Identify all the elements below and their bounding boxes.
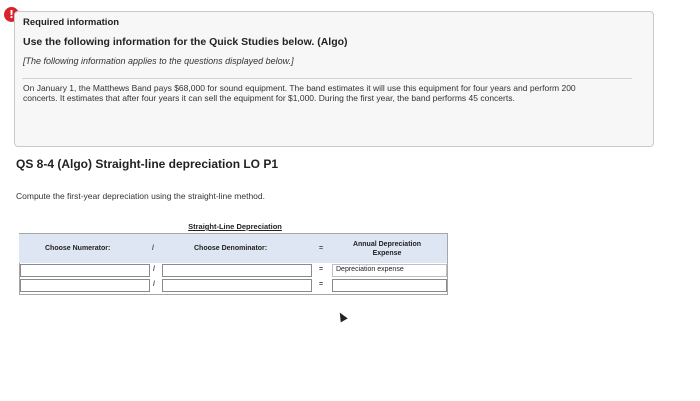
required-information-panel (14, 11, 654, 147)
alert-icon: ! (4, 7, 19, 22)
numerator-header: Choose Numerator: (45, 245, 111, 252)
denominator-input-row2[interactable] (162, 279, 312, 292)
info-heading: Use the following information for the Quick Studies below. (Algo) (23, 36, 348, 48)
equals-operator-header: = (319, 245, 324, 252)
result-label-row1: Depreciation expense (336, 266, 404, 273)
question-instruction: Compute the first-year depreciation using the straight-line method. (16, 191, 265, 201)
depreciation-table-title: Straight-Line Depreciation (188, 222, 282, 231)
info-divider (22, 78, 632, 79)
equals-operator-row1: = (319, 266, 324, 273)
equals-operator-row2: = (319, 281, 324, 288)
result-input-row2[interactable] (332, 279, 447, 292)
scenario-text: On January 1, the Matthews Band pays $68,000 for sound equipment. The band estimates it will use this equipment for four years and perform 200 concerts. It estimates that after four years it can sell the equipment for $1,000. During the first year, the band performs 45 concerts. (23, 83, 576, 103)
question-title: QS 8-4 (Algo) Straight-line depreciation LO P1 (16, 157, 279, 171)
divide-operator-row1: / (153, 266, 155, 273)
result-header: Annual Depreciation Expense (352, 241, 422, 257)
numerator-input-row1[interactable] (20, 264, 150, 277)
denominator-input-row1[interactable] (162, 264, 312, 277)
divide-operator-header: / (152, 245, 154, 252)
denominator-header: Choose Denominator: (194, 245, 268, 252)
info-note: [The following information applies to the questions displayed below.] (23, 56, 294, 66)
divide-operator-row2: / (153, 281, 155, 288)
numerator-input-row2[interactable] (20, 279, 150, 292)
required-information-label: Required information (23, 17, 120, 28)
mouse-cursor-icon (336, 311, 347, 323)
